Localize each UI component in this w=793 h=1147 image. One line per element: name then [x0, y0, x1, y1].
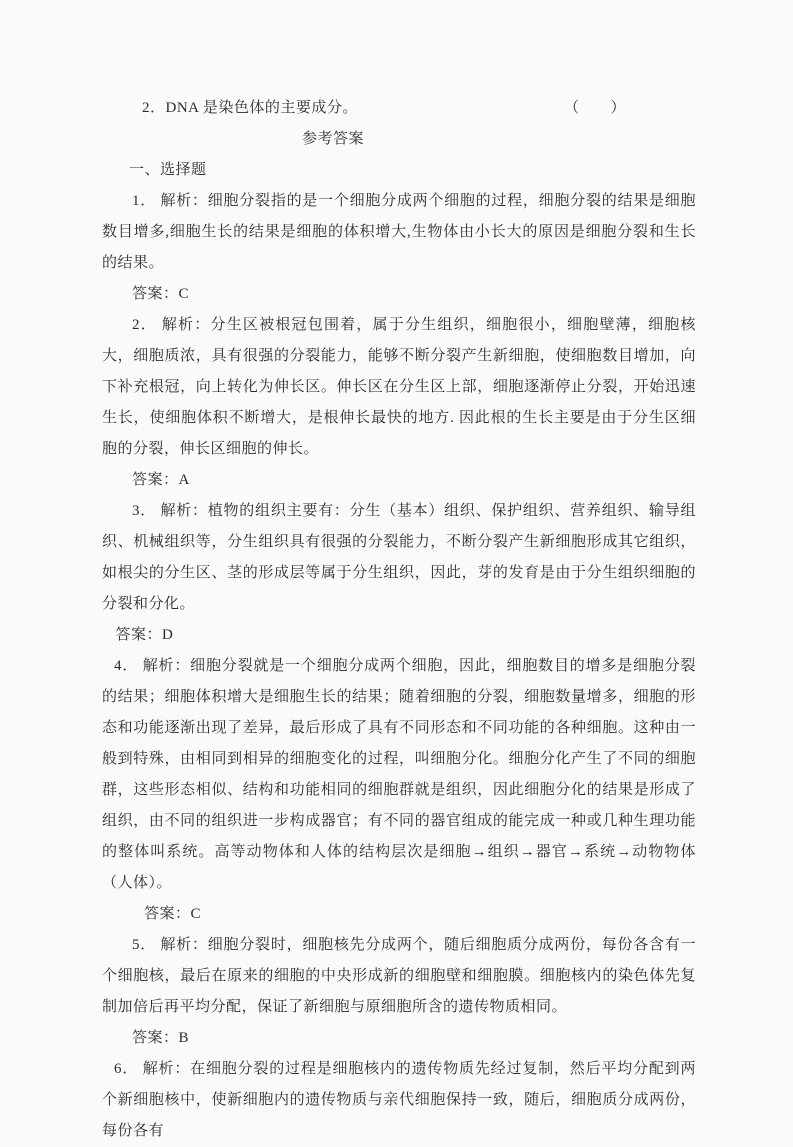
item-1-answer: 答案：C [132, 286, 190, 302]
answer-item-2 [102, 310, 696, 496]
question-text: 2．DNA 是染色体的主要成分。 [142, 100, 358, 116]
item-4-analysis: 4． 解析：细胞分裂就是一个细胞分成两个细胞，因此，细胞数目的增多是细胞分裂的结果；细胞体积增大是细胞生长的结果；随着细胞的分裂，细胞数量增多，细胞的形态和功能逐渐出现了差异，最后形成了具有不同形态和不同功能的各种细胞。这种由一般到特殊，由相同到相异的细胞变化的过程，叫细胞分化。细胞分化产生了不同的细胞群，这些形态相似、结构和功能相同的细胞群就是组织，因此细胞分化的结果是形成了组织，由不同的组织进一步构成器官；有不同的器官组成的能完成一种或几种生理功能的整体叫系统。高等动物体和人体的结构层次是细胞→组织→器官→系统→动物物体（人体）。 [102, 658, 696, 891]
true-false-question-line [102, 93, 696, 124]
answer-item-5 [102, 930, 696, 1054]
answer-bracket: （ ） [563, 100, 626, 116]
item-2-answer: 答案：A [132, 472, 190, 488]
answer-item-6 [102, 1054, 696, 1147]
item-3-analysis: 3． 解析：植物的组织主要有：分生（基本）组织、保护组织、营养组织、输导组织、机械组织等，分生组织具有很强的分裂能力，不断分裂产生新细胞形成其它组织，如根尖的分生区、茎的形成层等属于分生组织，因此，芽的发育是由于分生组织细胞的分裂和分化。 [102, 503, 696, 612]
item-4-answer: 答案：C [144, 906, 202, 922]
answer-item-1 [102, 186, 696, 310]
item-6-analysis: 6． 解析：在细胞分裂的过程是细胞核内的遗传物质先经过复制，然后平均分配到两个新细胞核中，使新细胞内的遗传物质与亲代细胞保持一致，随后，细胞质分成两份，每份各有 [102, 1061, 696, 1139]
answer-item-4 [102, 651, 696, 930]
answer-item-3 [102, 496, 696, 651]
answer-key-title: 参考答案 [301, 131, 364, 147]
section-heading-choice-questions: 一、选择题 [129, 162, 207, 178]
item-3-answer: 答案：D [115, 627, 174, 643]
item-5-answer: 答案：B [132, 1030, 190, 1046]
item-2-analysis: 2． 解析：分生区被根冠包围着，属于分生组织，细胞很小，细胞壁薄，细胞核大，细胞质浓，具有很强的分裂能力，能够不断分裂产生新细胞，使细胞数目增加，向下补充根冠，向上转化为伸长区。伸长区在分生区上部，细胞逐渐停止分裂，开始迅速生长，使细胞体积不断增大，是根伸长最快的地方. 因此根的生长主要是由于分生区细胞的分裂，伸长区细胞的伸长。 [102, 317, 696, 457]
item-5-analysis: 5． 解析：细胞分裂时，细胞核先分成两个，随后细胞质分成两份，每份各含有一个细胞核，最后在原来的细胞的中央形成新的细胞壁和细胞膜。细胞核内的染色体先复制加倍后再平均分配，保证了新细胞与原细胞所含的遗传物质相同。 [102, 937, 696, 1015]
item-1-analysis: 1． 解析：细胞分裂指的是一个细胞分成两个细胞的过程，细胞分裂的结果是细胞数目增多,细胞生长的结果是细胞的体积增大,生物体由小长大的原因是细胞分裂和生长的结果。 [102, 193, 696, 271]
